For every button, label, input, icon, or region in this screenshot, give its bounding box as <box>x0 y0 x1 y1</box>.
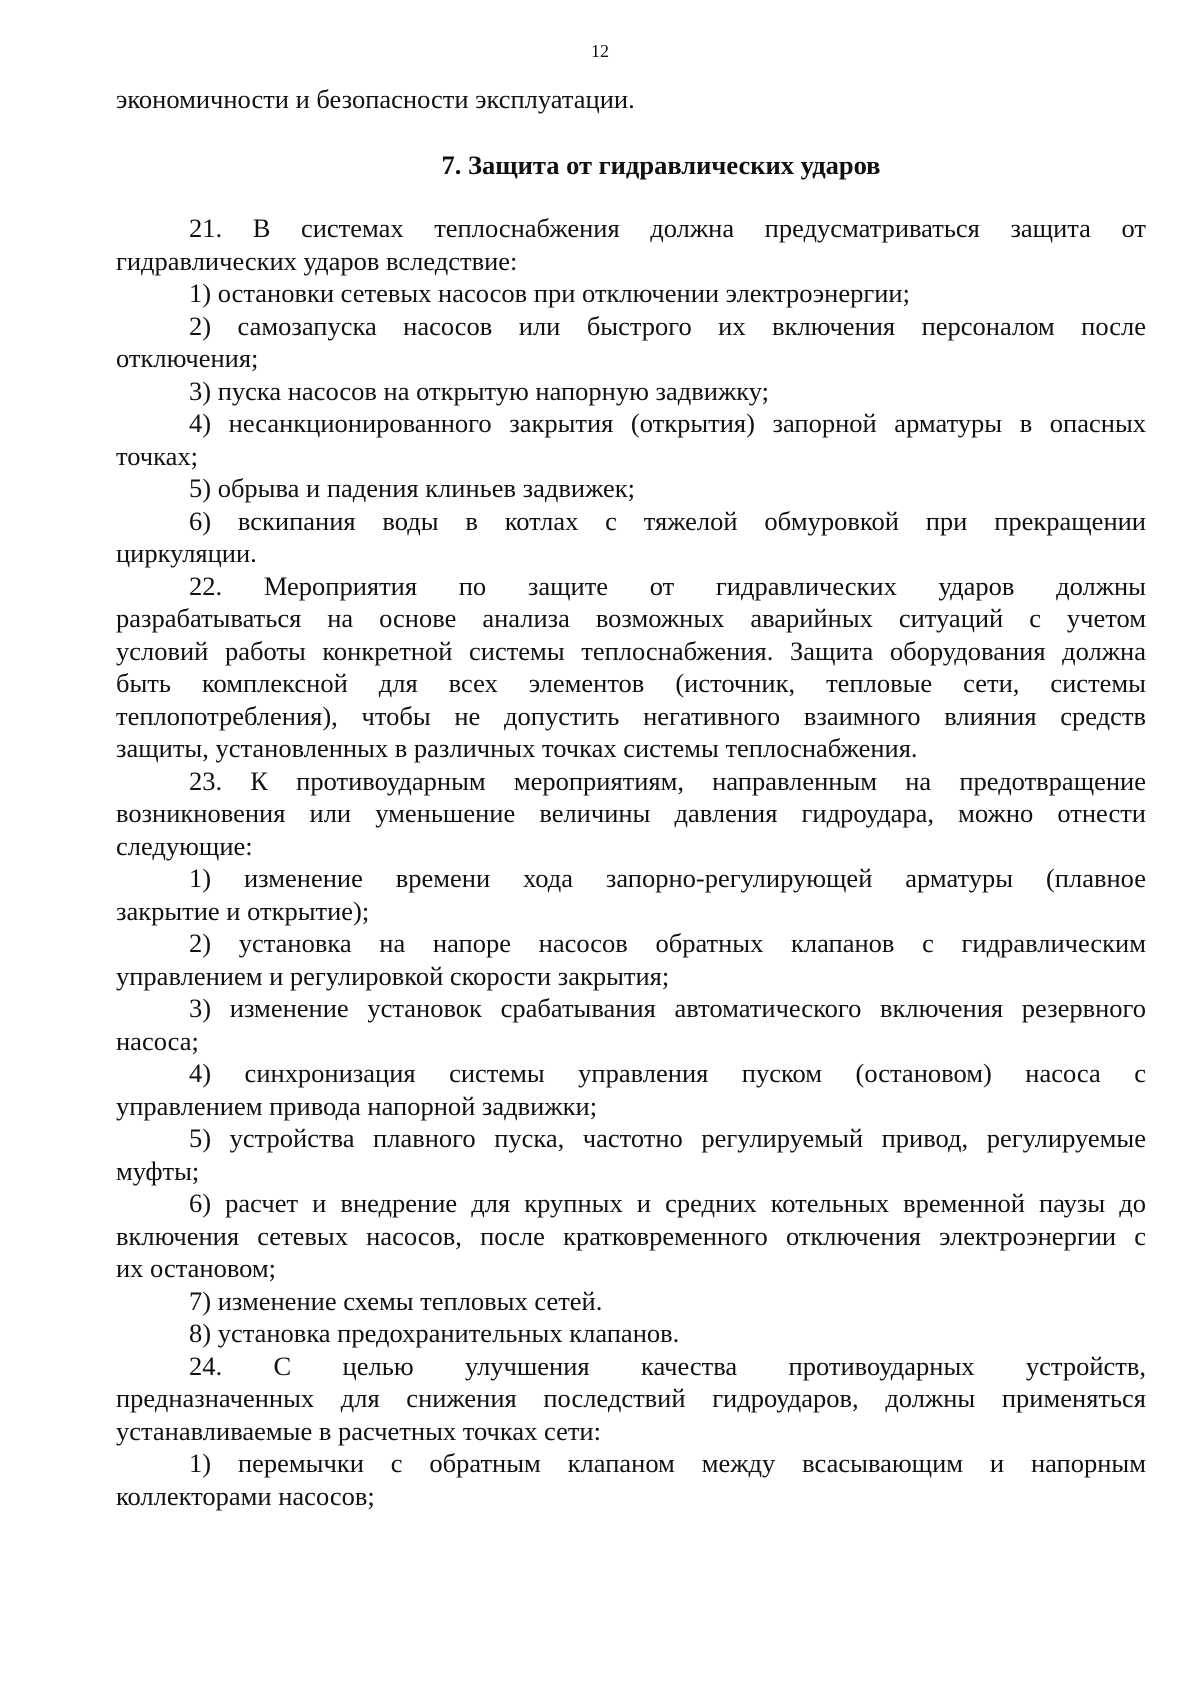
paragraph-22-line: условий работы конкретной системы теплоснабжения. Защита оборудования должна <box>116 635 1146 666</box>
paragraph-22-line: разрабатываться на основе анализа возможных аварийных ситуаций с учетом <box>116 603 1146 633</box>
list-item-line: точках; <box>116 440 198 471</box>
list-item-line: 1) остановки сетевых насосов при отключении электроэнергии; <box>189 278 910 308</box>
list-item-line: управлением и регулировкой скорости закрытия; <box>116 960 670 991</box>
list-item-line: 4) синхронизация системы управления пуском (остановом) насоса с <box>189 1058 1146 1088</box>
list-item-line: муфты; <box>116 1155 200 1186</box>
list-item-line: 6) вскипания воды в котлах с тяжелой обмуровкой при прекращении <box>189 505 1146 536</box>
paragraph-22-line: теплопотребления), чтобы не допустить негативного взаимного влияния средств <box>116 700 1146 731</box>
list-item-line: отключения; <box>116 343 259 373</box>
paragraph-21-line: гидравлических ударов вследствие: <box>116 245 518 276</box>
list-item-line: 1) изменение времени хода запорно-регулирующей арматуры (плавное <box>189 863 1146 893</box>
list-item-line: 3) пуска насосов на открытую напорную задвижку; <box>189 375 770 406</box>
list-item-line: 1) перемычки с обратным клапаном между всасывающим и напорным <box>189 1448 1146 1478</box>
paragraph-22-line: быть комплексной для всех элементов (источник, тепловые сети, системы <box>116 668 1146 698</box>
paragraph-23-line: возникновения или уменьшение величины давления гидроудара, можно отнести <box>116 798 1146 828</box>
list-item-line: их остановом; <box>116 1253 277 1283</box>
paragraph-24-line: предназначенных для снижения последствий гидроударов, должны применяться <box>116 1383 1146 1413</box>
list-item-line: 8) установка предохранительных клапанов. <box>189 1318 680 1348</box>
paragraph-23-line: следующие: <box>116 830 253 861</box>
list-item-line: 5) устройства плавного пуска, частотно регулируемый привод, регулируемые <box>189 1123 1146 1153</box>
list-item-line: 3) изменение установок срабатывания автоматического включения резервного <box>189 993 1146 1023</box>
paragraph-23-line: 23. К противоударным мероприятиям, направленным на предотвращение <box>189 765 1146 796</box>
page-number: 12 <box>591 41 609 61</box>
list-item-line: 5) обрыва и падения клиньев задвижек; <box>189 473 636 503</box>
list-item-line: закрытие и открытие); <box>116 895 370 926</box>
list-item-line: включения сетевых насосов, после кратковременного отключения электроэнергии с <box>116 1220 1146 1251</box>
list-item-line: 2) установка на напоре насосов обратных клапанов с гидравлическим <box>189 928 1146 958</box>
list-item-line: управлением привода напорной задвижки; <box>116 1090 598 1121</box>
list-item-line: циркуляции. <box>116 538 257 568</box>
paragraph-24-line: устанавливаемые в расчетных точках сети: <box>116 1415 601 1446</box>
paragraph-22-line: защиты, установленных в различных точках системы теплоснабжения. <box>116 733 918 763</box>
paragraph-21-line: 21. В системах теплоснабжения должна предусматриваться защита от <box>189 213 1146 243</box>
list-item-line: коллекторами насосов; <box>116 1480 375 1511</box>
list-item-line: 2) самозапуска насосов или быстрого их включения персоналом после <box>189 310 1146 341</box>
list-item-line: насоса; <box>116 1025 199 1056</box>
document-body <box>116 83 1146 1512</box>
paragraph-22-line: 22. Мероприятия по защите от гидравлических ударов должны <box>189 570 1146 601</box>
list-item-line: 7) изменение схемы тепловых сетей. <box>189 1285 603 1316</box>
list-item-line: 4) несанкционированного закрытия (открытия) запорной арматуры в опасных <box>189 408 1146 438</box>
paragraph-24-line: 24. С целью улучшения качества противоударных устройств, <box>189 1350 1146 1381</box>
text-line: экономичности и безопасности эксплуатации. <box>116 84 635 114</box>
section-heading: 7. Защита от гидравлических ударов <box>441 149 881 180</box>
list-item-line: 6) расчет и внедрение для крупных и средних котельных временной паузы до <box>189 1188 1146 1218</box>
